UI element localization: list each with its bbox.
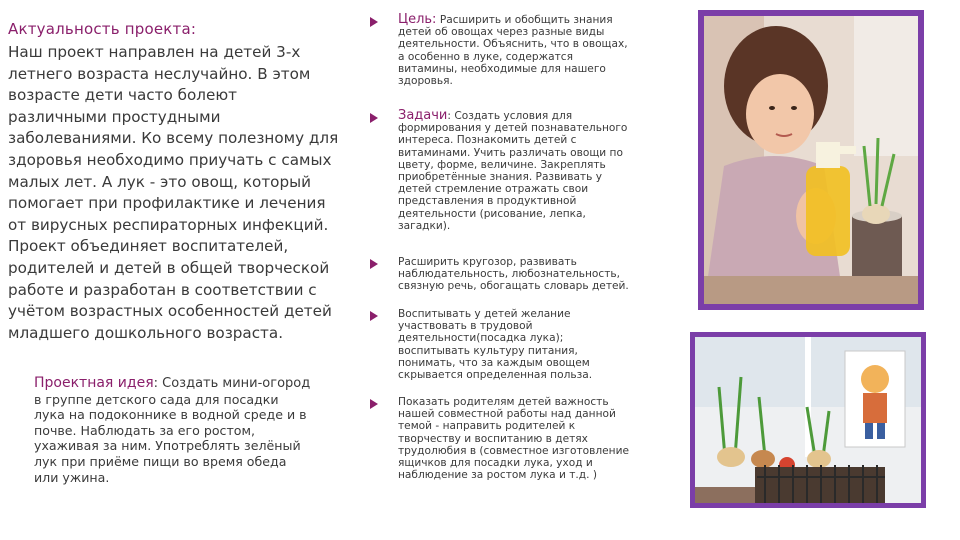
tasks-line: загадки). bbox=[398, 219, 451, 232]
relevance-line: летнего возраста неслучайно. В этом bbox=[8, 64, 311, 83]
relevance-line: малых лет. А лук - это овощ, который bbox=[8, 172, 311, 191]
window-garden-image bbox=[695, 337, 921, 503]
outlook-line: наблюдательность, любознательность, bbox=[398, 268, 621, 281]
tasks-lead: Задачи bbox=[398, 108, 448, 123]
bullet-arrow-icon bbox=[370, 113, 378, 123]
tasks-line: интереса. Познакомить детей с bbox=[398, 134, 577, 147]
idea-first-line bbox=[34, 375, 364, 392]
tasks-line: приобретённые знания. Развивать у bbox=[398, 171, 602, 184]
relevance-heading: Актуальность проекта: bbox=[8, 20, 197, 38]
goal-line: здоровья. bbox=[398, 75, 453, 88]
goal-first-line bbox=[398, 14, 682, 26]
tasks-first-line bbox=[398, 110, 682, 122]
idea-line: почве. Наблюдать за его ростом, bbox=[34, 422, 256, 438]
tasks-line: витаминами. Учить различать овощи по bbox=[398, 146, 623, 159]
middle-column bbox=[366, 0, 686, 540]
upbringing-line: воспитывать культуру питания, bbox=[398, 344, 578, 357]
child-watering-onion-image bbox=[704, 16, 918, 304]
idea-line: в группе детского сада для посадки bbox=[34, 391, 279, 407]
outlook-bullet bbox=[366, 256, 682, 293]
upbringing-text bbox=[398, 308, 682, 381]
relevance-line: различными простудными bbox=[8, 107, 221, 126]
tasks-bullet bbox=[366, 110, 682, 232]
tasks-line: формирования у детей познавательного bbox=[398, 122, 628, 135]
goal-bullet bbox=[366, 14, 682, 87]
outlook-text bbox=[398, 256, 682, 293]
goal-lead: Цель: bbox=[398, 12, 437, 27]
goal-text bbox=[398, 14, 682, 87]
bullet-arrow-icon bbox=[370, 259, 378, 269]
relevance-line: заболеваниями. Ко всему полезному для bbox=[8, 129, 339, 148]
relevance-line: здоровья необходимо приучать с самых bbox=[8, 150, 332, 169]
parents-line: ящичков для посадки лука, уход и bbox=[398, 457, 593, 470]
relevance-line: Наш проект направлен на детей 3-х bbox=[8, 43, 301, 61]
goal-line: а особенно в луке, содержатся bbox=[398, 50, 573, 63]
upbringing-line: Воспитывать у детей желание bbox=[398, 308, 571, 320]
parents-line: нашей совместной работы над данной bbox=[398, 408, 616, 421]
left-column bbox=[0, 0, 370, 540]
tasks-line: представления в продуктивной bbox=[398, 195, 577, 208]
tasks-line: деятельности (рисование, лепка, bbox=[398, 207, 586, 220]
tasks-line: детей стремление отражать свои bbox=[398, 183, 589, 196]
goal-line: детей об овощах через разные виды bbox=[398, 26, 605, 39]
outlook-line: Расширить кругозор, развивать bbox=[398, 256, 577, 268]
upbringing-line: участвовать в трудовой bbox=[398, 320, 533, 333]
idea-line: лук при приёме пищи во время обеда bbox=[34, 453, 287, 469]
idea-line: или ужина. bbox=[34, 469, 110, 485]
tasks-line: : Создать условия для bbox=[447, 110, 573, 122]
relevance-line: младшего дошкольного возраста. bbox=[8, 323, 284, 342]
bullet-arrow-icon bbox=[370, 399, 378, 409]
parents-text bbox=[398, 396, 682, 481]
upbringing-line: деятельности(посадка лука); bbox=[398, 332, 564, 345]
parents-line: Показать родителям детей важность bbox=[398, 396, 609, 408]
tasks-text bbox=[398, 110, 682, 232]
idea-line: ухаживая за ним. Употреблять зелёный bbox=[34, 438, 301, 454]
relevance-paragraph bbox=[8, 42, 368, 344]
parents-bullet bbox=[366, 396, 682, 481]
upbringing-bullet bbox=[366, 308, 682, 381]
idea-lead: : Создать мини-огород bbox=[153, 376, 311, 391]
bullet-arrow-icon bbox=[370, 17, 378, 27]
parents-line: трудолюбия в (совместное изготовление bbox=[398, 444, 629, 457]
relevance-line: помогает при профилактике и лечения bbox=[8, 194, 326, 213]
parents-line: наблюдение за ростом лука и т.д. ) bbox=[398, 469, 597, 482]
relevance-line: родителей и детей в общей творческой bbox=[8, 258, 330, 277]
bullet-arrow-icon bbox=[370, 311, 378, 321]
goal-line: Расширить и обобщить знания bbox=[436, 14, 613, 26]
idea-title: Проектная идея bbox=[34, 375, 154, 391]
outlook-line: связную речь, обогащать словарь детей. bbox=[398, 280, 629, 293]
parents-line: творчеству и воспитанию в детях bbox=[398, 432, 588, 445]
relevance-line: Проект объединяет воспитателей, bbox=[8, 237, 289, 256]
goal-line: витамины, необходимые для нашего bbox=[398, 62, 606, 75]
relevance-line: учётом возрастных особенностей детей bbox=[8, 302, 332, 321]
upbringing-line: понимать, что за каждым овощем bbox=[398, 356, 590, 369]
relevance-line: работе и разработан в соответствии с bbox=[8, 280, 317, 299]
parents-line: темой - направить родителей к bbox=[398, 420, 576, 433]
window-garden-photo bbox=[690, 332, 926, 508]
idea-line: лука на подоконнике в водной среде и в bbox=[34, 407, 307, 423]
relevance-line: от вирусных респираторных инфекций. bbox=[8, 215, 329, 234]
relevance-line: возрасте дети часто болеют bbox=[8, 86, 237, 105]
child-watering-onion-photo bbox=[698, 10, 924, 310]
tasks-line: цвету, форме, величине. Закреплять bbox=[398, 158, 606, 171]
project-idea bbox=[34, 375, 364, 485]
upbringing-line: скрывается определенная польза. bbox=[398, 369, 593, 382]
goal-line: деятельности. Объяснить, что в овощах, bbox=[398, 38, 628, 51]
